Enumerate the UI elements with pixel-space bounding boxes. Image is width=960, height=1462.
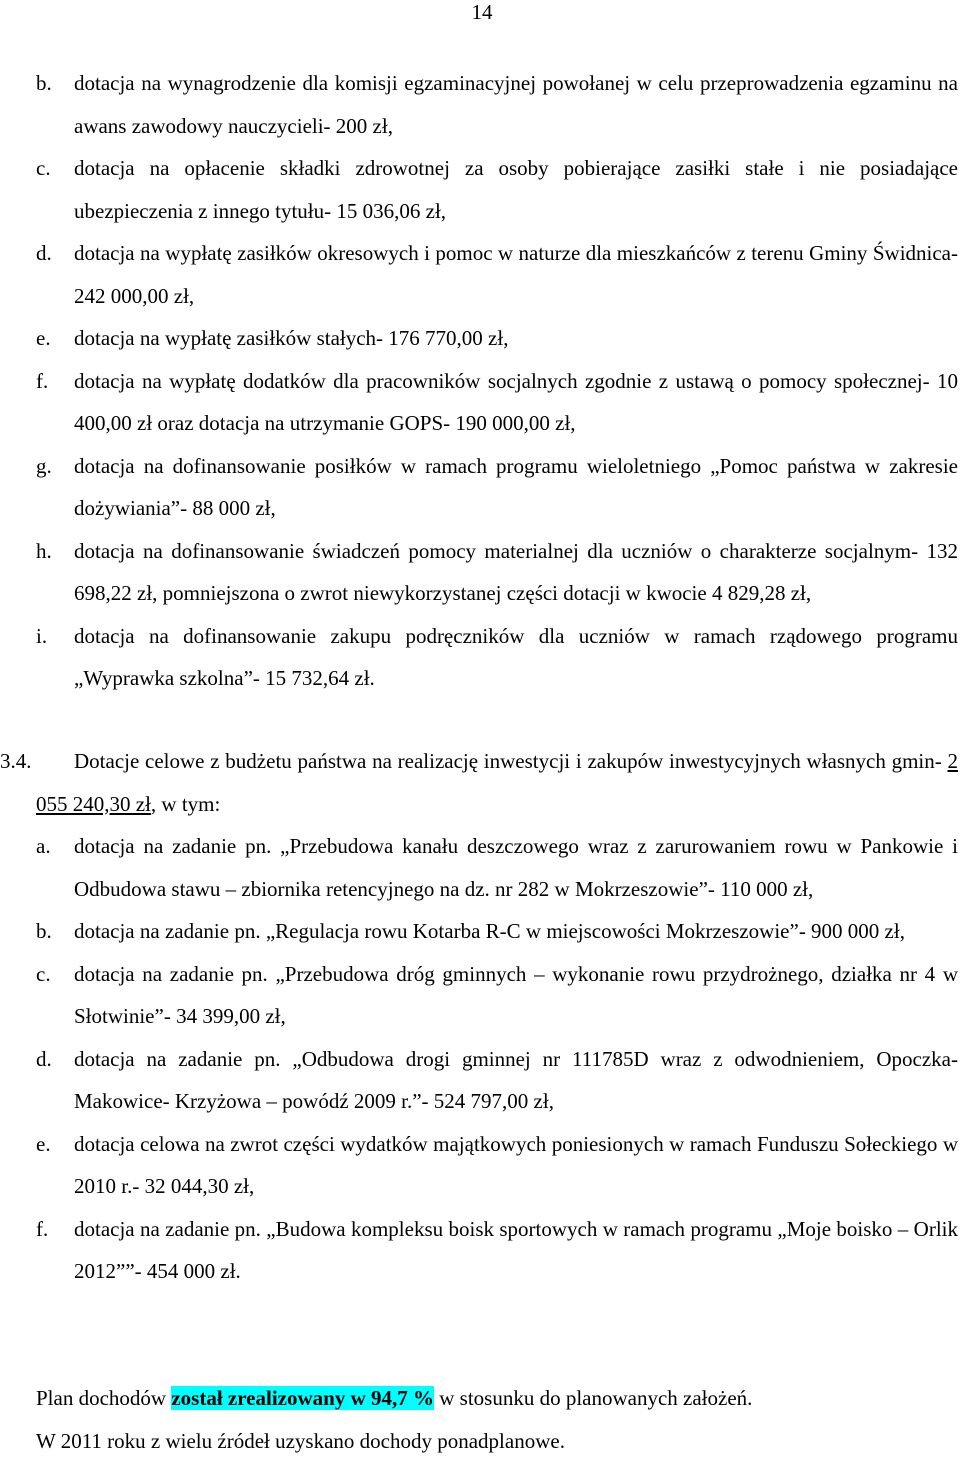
list-item [36,147,958,232]
list-marker: f. [36,360,48,403]
list-item [36,232,958,317]
list-item-text: dotacja na zadanie pn. „Przebudowa kanału deszczowego wraz z zarurowaniem rowu w Pankowie i Odbudowa stawu – zbiornika retencyjnego na dz. nr 282 w Mokrzeszowie”- 110 000 zł, [74,825,958,910]
closing-paragraph: W 2011 roku z wielu źródeł uzyskano dochody ponadplanowe. [36,1420,958,1462]
list-marker: f. [36,1208,48,1251]
section-heading [36,740,958,825]
list-marker: e. [36,317,51,360]
subsidy-list-social [36,62,958,700]
list-item-text: dotacja na zadanie pn. „Budowa kompleksu boisk sportowych w ramach programu „Moje boisko – Orlik 2012””- 454 000 zł. [74,1208,958,1293]
list-marker: e. [36,1123,51,1166]
section-number: 3.4. [0,740,32,783]
list-item [36,360,958,445]
list-item [36,825,958,910]
list-item [36,530,958,615]
list-item [36,953,958,1038]
list-item [36,317,958,360]
list-item-text: dotacja na opłacenie składki zdrowotnej za osoby pobierające zasiłki stałe i nie posiadające ubezpieczenia z innego tytułu- 15 036,06 zł, [74,147,958,232]
list-item [36,615,958,700]
list-marker: c. [36,953,51,996]
summary-tail: w stosunku do planowanych założeń. [434,1386,752,1410]
list-item-text: dotacja na wypłatę zasiłków okresowych i pomoc w naturze dla mieszkańców z terenu Gminy Świdnica- 242 000,00 zł, [74,232,958,317]
list-marker: h. [36,530,52,573]
list-item [36,910,958,953]
summary-block [36,1377,958,1462]
section-3-4 [36,740,958,825]
list-item [36,1123,958,1208]
section-total-amount: 2 055 240,30 zł [36,749,958,816]
list-item-text: dotacja na dofinansowanie zakupu podręczników dla uczniów w ramach rządowego programu „Wyprawka szkolna”- 15 732,64 zł. [74,615,958,700]
page-number: 14 [467,0,497,24]
section-heading-suffix: , w tym: [151,792,220,816]
summary-lead: Plan dochodów [36,1386,171,1410]
list-marker: d. [36,1038,52,1081]
list-item-text: dotacja na zadanie pn. „Regulacja rowu Kotarba R-C w miejscowości Mokrzeszowie”- 900 000 zł, [74,910,958,953]
summary-paragraph [36,1377,958,1420]
list-item-text: dotacja na zadanie pn. „Przebudowa dróg gminnych – wykonanie rowu przydrożnego, działka nr 4 w Słotwinie”- 34 399,00 zł, [74,953,958,1038]
list-marker: c. [36,147,51,190]
list-item [36,62,958,147]
summary-highlight: został zrealizowany w 94,7 % [171,1386,434,1410]
list-item-text: dotacja na wypłatę zasiłków stałych- 176 770,00 zł, [74,317,958,360]
list-item [36,1038,958,1123]
list-marker: g. [36,445,52,488]
list-item-text: dotacja na wynagrodzenie dla komisji egzaminacyjnej powołanej w celu przeprowadzenia egzaminu na awans zawodowy nauczycieli- 200 zł, [74,62,958,147]
list-marker: b. [36,62,52,105]
list-item-text: dotacja na wypłatę dodatków dla pracowników socjalnych zgodnie z ustawą o pomocy społecznej- 10 400,00 zł oraz dotacja na utrzymanie GOPS- 190 000,00 zł, [74,360,958,445]
list-item [36,445,958,530]
list-marker: a. [36,825,51,868]
list-marker: i. [36,615,47,658]
list-item-text: dotacja na dofinansowanie posiłków w ramach programu wieloletniego „Pomoc państwa w zakresie dożywiania”- 88 000 zł, [74,445,958,530]
list-marker: b. [36,910,52,953]
list-item [36,1208,958,1293]
list-item-text: dotacja na dofinansowanie świadczeń pomocy materialnej dla uczniów o charakterze socjalnym- 132 698,22 zł, pomniejszona o zwrot niewykorzystanej części dotacji w kwocie 4 829,28 zł, [74,530,958,615]
list-marker: d. [36,232,52,275]
section-heading-text: Dotacje celowe z budżetu państwa na realizację inwestycji i zakupów inwestycyjnych własnych gmin- [74,749,948,773]
list-item-text: dotacja celowa na zwrot części wydatków majątkowych poniesionych w ramach Funduszu Sołeckiego w 2010 r.- 32 044,30 zł, [74,1123,958,1208]
subsidy-list-investment [36,825,958,1293]
list-item-text: dotacja na zadanie pn. „Odbudowa drogi gminnej nr 111785D wraz z odwodnieniem, Opoczka- Makowice- Krzyżowa – powódź 2009 r.”- 524 797,00 zł, [74,1038,958,1123]
